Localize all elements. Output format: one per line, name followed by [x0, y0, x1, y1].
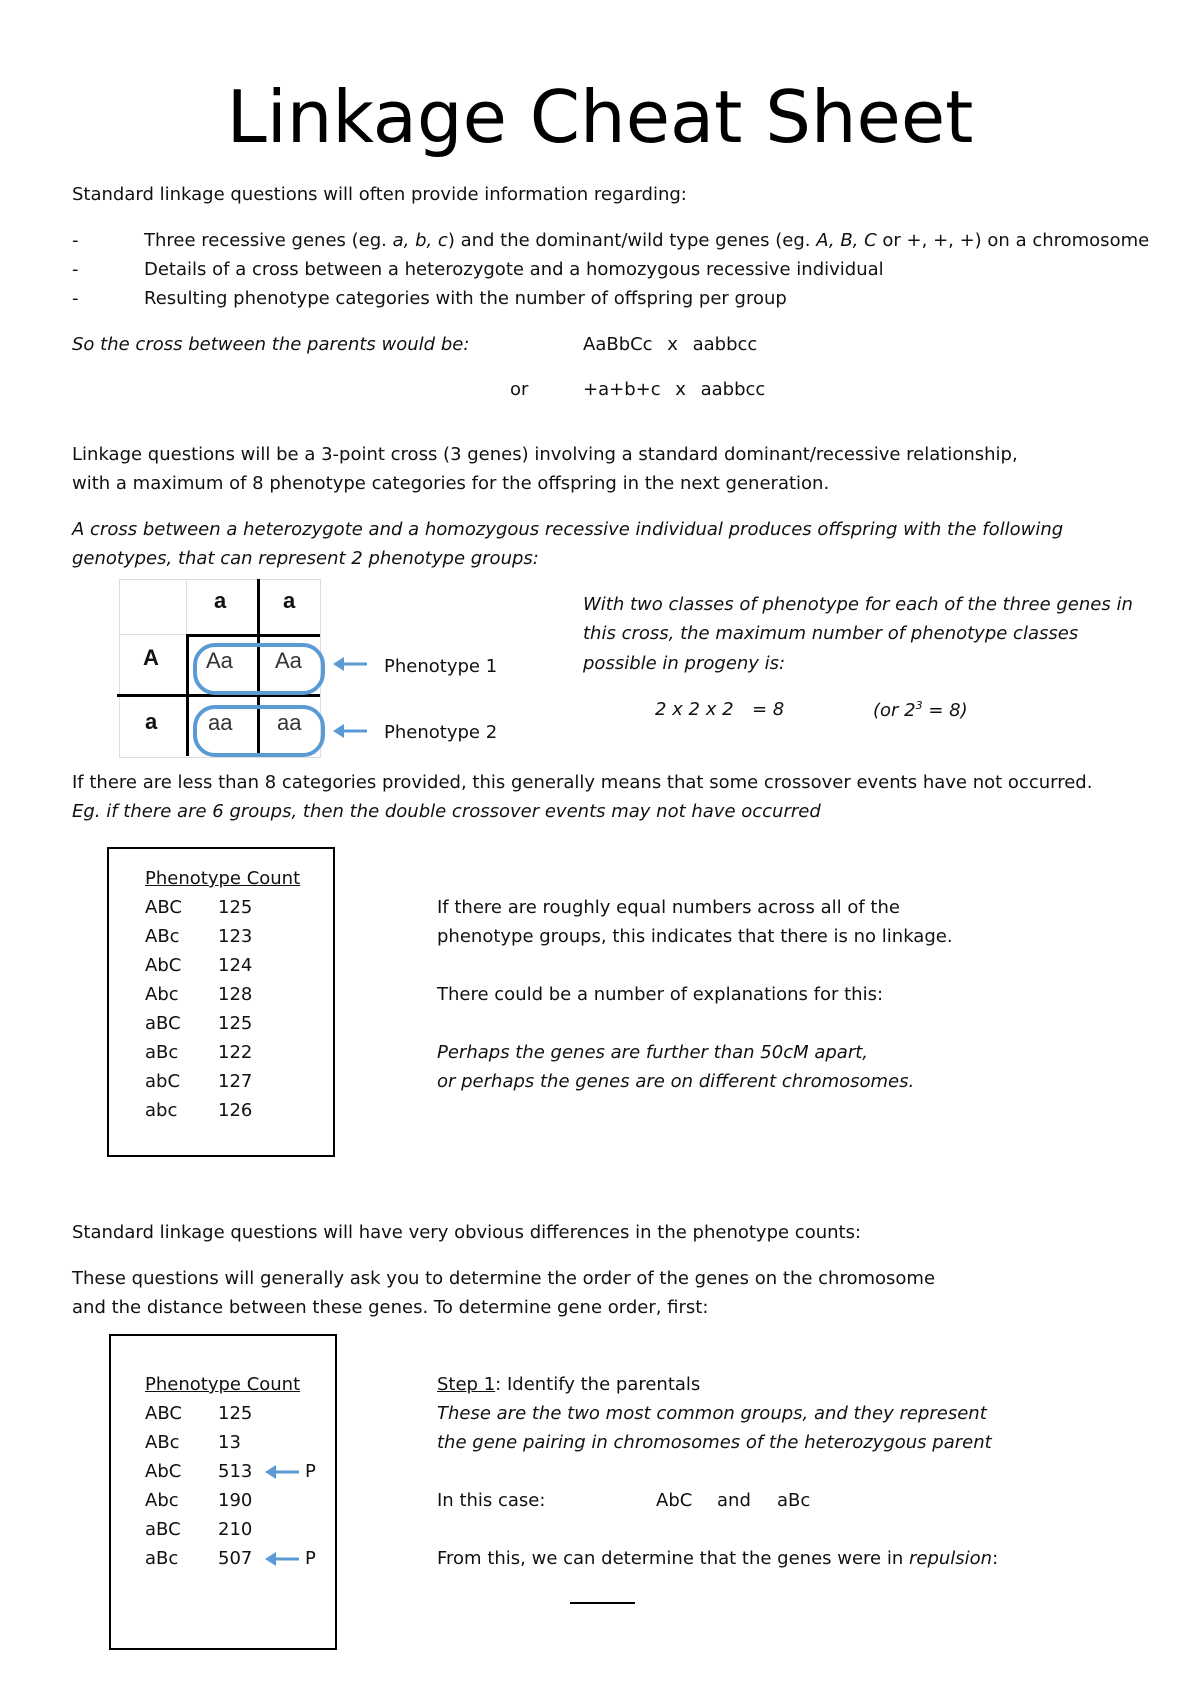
parental-marker: P	[305, 1461, 316, 1482]
punnett-grid-line	[186, 634, 320, 637]
repulsion-text: From this, we can determine that the genes were in repulsion:	[437, 1548, 999, 1569]
classes-text-2: this cross, the maximum number of phenotype classes	[583, 623, 1079, 644]
bullet-cross: - Details of a cross between a heterozygote and a homozygous recessive individual	[72, 259, 884, 280]
these-questions-text-2: and the distance between these genes. To determine gene order, first:	[72, 1297, 709, 1318]
table-row: aBC	[145, 1519, 181, 1540]
arrow-left-icon	[333, 721, 369, 741]
these-questions-text-1: These questions will generally ask you to determine the order of the genes on the chromosome	[72, 1268, 936, 1289]
bullet-dash: -	[72, 259, 79, 280]
case-label: In this case:	[437, 1490, 546, 1511]
table-row-count: 126	[218, 1100, 253, 1121]
classes-alt: (or $2^3 = 8$)	[873, 699, 968, 721]
table-row: AbC	[145, 955, 182, 976]
step-1-text-1: These are the two most common groups, and they represent	[437, 1403, 987, 1424]
no-linkage-text-3: There could be a number of explanations for this:	[437, 984, 884, 1005]
table-row-count: 125	[218, 1013, 253, 1034]
parental-marker: P	[305, 1548, 316, 1569]
bullet-genes: - Three recessive genes (eg. a, b, c) and the dominant/wild type genes (eg. A, B, C or +, +, +) on a chromosome	[72, 230, 1150, 251]
arrow-left-icon	[265, 1549, 301, 1569]
no-linkage-text-5: or perhaps the genes are on different chromosomes.	[437, 1071, 915, 1092]
paragraph-3-point: Linkage questions will be a 3-point cross (3 genes) involving a standard dominant/recessive relationship,	[72, 444, 1018, 465]
table-row: ABc	[145, 926, 180, 947]
case-parental-b: aBc	[777, 1490, 811, 1511]
step-1-text-2: the gene pairing in chromosomes of the heterozygous parent	[437, 1432, 992, 1453]
table-row: ABc	[145, 1432, 180, 1453]
no-linkage-text-2: phenotype groups, this indicates that there is no linkage.	[437, 926, 953, 947]
cross-label: So the cross between the parents would be:	[72, 334, 470, 355]
cross-line-2: +a+b+c x aabbcc	[583, 379, 766, 400]
bullet-dash: -	[72, 288, 79, 309]
table-row-count: 124	[218, 955, 253, 976]
classes-calc: 2 x 2 x 2	[655, 699, 734, 720]
no-linkage-text-1: If there are roughly equal numbers across all of the	[437, 897, 900, 918]
bullet-phenotypes: - Resulting phenotype categories with the number of offspring per group	[72, 288, 787, 309]
punnett-light-line	[186, 579, 187, 634]
phenotype-1-label: Phenotype 1	[384, 656, 498, 677]
table-row-count: 513	[218, 1461, 253, 1482]
paragraph-cross-2: genotypes, that can represent 2 phenotype groups:	[72, 548, 539, 569]
case-and: and	[717, 1490, 751, 1511]
table-row: Abc	[145, 1490, 179, 1511]
classes-text-3: possible in progeny is:	[583, 653, 786, 674]
table-row-count: 13	[218, 1432, 241, 1453]
punnett-cell: Aa	[275, 648, 302, 673]
table-row-count: 125	[218, 897, 253, 918]
punnett-col-header: a	[283, 588, 296, 613]
table-2-header: Phenotype Count	[145, 1374, 301, 1395]
arrow-left-icon	[265, 1462, 301, 1482]
cross-line-1: AaBbCc x aabbcc	[583, 334, 758, 355]
table-row: abC	[145, 1071, 181, 1092]
paragraph-3-point-2: with a maximum of 8 phenotype categories for the offspring in the next generation.	[72, 473, 830, 494]
phenotype-2-outline	[193, 705, 325, 757]
bullet-dash: -	[72, 230, 79, 251]
table-row: ABC	[145, 1403, 182, 1424]
table-row-count: 507	[218, 1548, 253, 1569]
table-row: Abc	[145, 984, 179, 1005]
table-row: ABC	[145, 897, 182, 918]
punnett-row-header: a	[145, 709, 158, 734]
table-row: abc	[145, 1100, 178, 1121]
chromosome-line	[570, 1602, 635, 1604]
punnett-light-line	[119, 634, 186, 635]
table-row-count: 128	[218, 984, 253, 1005]
intro-text: Standard linkage questions will often provide information regarding:	[72, 184, 687, 205]
case-parental-a: AbC	[656, 1490, 693, 1511]
less-than-8-example: Eg. if there are 6 groups, then the double crossover events may not have occurred	[72, 801, 821, 822]
punnett-cell: aa	[208, 710, 233, 735]
punnett-row-header: A	[143, 645, 159, 670]
table-row-count: 125	[218, 1403, 253, 1424]
phenotype-1-outline	[193, 643, 325, 695]
table-row-count: 210	[218, 1519, 253, 1540]
arrow-left-icon	[333, 654, 369, 674]
page-title: Linkage Cheat Sheet	[226, 75, 974, 159]
standard-differences-text: Standard linkage questions will have very obvious differences in the phenotype counts:	[72, 1222, 862, 1243]
table-row-count: 123	[218, 926, 253, 947]
paragraph-cross: A cross between a heterozygote and a homozygous recessive individual produces offspring with the following	[72, 519, 1064, 540]
punnett-grid-line	[186, 634, 189, 756]
table-row: aBc	[145, 1548, 179, 1569]
punnett-col-header: a	[214, 588, 227, 613]
table-row-count: 122	[218, 1042, 253, 1063]
table-row: AbC	[145, 1461, 182, 1482]
table-1-header: Phenotype Count	[145, 868, 301, 889]
step-1-heading: Step 1: Identify the parentals	[437, 1374, 701, 1395]
cross-or: or	[510, 379, 529, 400]
table-row: aBC	[145, 1013, 181, 1034]
classes-eq: = 8	[752, 699, 785, 720]
table-row-count: 127	[218, 1071, 253, 1092]
punnett-cell: Aa	[206, 648, 233, 673]
no-linkage-text-4: Perhaps the genes are further than 50cM apart,	[437, 1042, 869, 1063]
table-row: aBc	[145, 1042, 179, 1063]
phenotype-2-label: Phenotype 2	[384, 722, 498, 743]
punnett-cell: aa	[277, 710, 302, 735]
table-row-count: 190	[218, 1490, 253, 1511]
classes-text-1: With two classes of phenotype for each of the three genes in	[583, 594, 1133, 615]
less-than-8-text: If there are less than 8 categories provided, this generally means that some crossover events have not occurred.	[72, 772, 1093, 793]
